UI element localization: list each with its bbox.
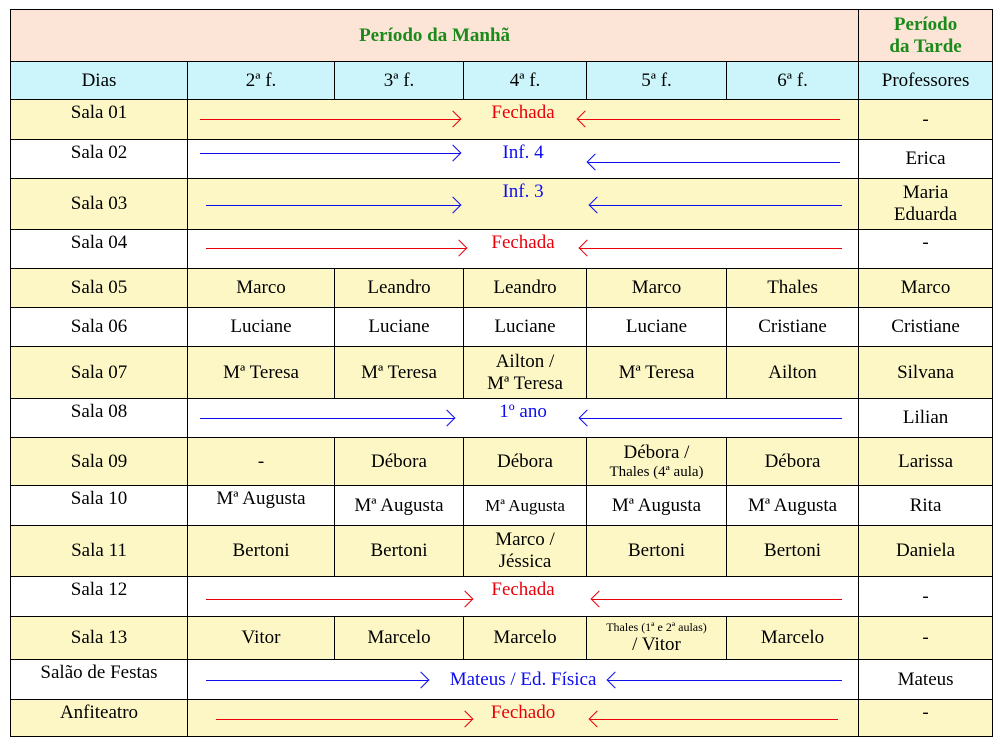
afternoon-teacher: - bbox=[859, 577, 993, 617]
room-name: Sala 02 bbox=[11, 140, 188, 179]
cell-line2: Thales (4ª aula) bbox=[609, 464, 704, 480]
span-label: 1º ano bbox=[499, 401, 547, 422]
table-row bbox=[11, 700, 993, 737]
cell-line2: Jéssica bbox=[498, 551, 552, 572]
day-cell-qua: Débora bbox=[464, 438, 587, 486]
room-name: Sala 04 bbox=[11, 230, 188, 269]
day-cell-qui: Mª Teresa bbox=[587, 347, 727, 399]
day-cell-seg: Bertoni bbox=[188, 526, 335, 577]
table-row bbox=[11, 308, 993, 347]
table-row bbox=[11, 269, 993, 308]
day-cell-qua: Marcelo bbox=[464, 617, 587, 660]
table-row bbox=[11, 526, 993, 577]
table-row bbox=[11, 399, 993, 438]
day-cell-sex: Ailton bbox=[727, 347, 859, 399]
afternoon-teacher: Silvana bbox=[859, 347, 993, 399]
afternoon-teacher: - bbox=[859, 100, 993, 140]
table-row bbox=[11, 230, 993, 269]
afternoon-teacher: Daniela bbox=[859, 526, 993, 577]
room-name: Sala 01 bbox=[11, 100, 188, 140]
afternoon-teacher: Mateus bbox=[859, 660, 993, 700]
afternoon-teacher: - bbox=[859, 230, 993, 269]
room-name: Sala 08 bbox=[11, 399, 188, 438]
day-cell-ter: Débora bbox=[335, 438, 464, 486]
table-row bbox=[11, 486, 993, 526]
span-cell-closed bbox=[188, 700, 859, 737]
column-header-professores: Professores bbox=[859, 62, 993, 100]
table-row bbox=[11, 179, 993, 230]
afternoon-teacher: - bbox=[859, 617, 993, 660]
span-label: Fechada bbox=[491, 102, 555, 123]
afternoon-teacher: - bbox=[859, 700, 993, 737]
afternoon-teacher: Cristiane bbox=[859, 308, 993, 347]
day-cell-qui: Luciane bbox=[587, 308, 727, 347]
table-row bbox=[11, 100, 993, 140]
table-row bbox=[11, 140, 993, 179]
span-label: Inf. 4 bbox=[502, 142, 544, 163]
header-row-columns bbox=[11, 62, 993, 100]
room-name: Sala 10 bbox=[11, 486, 188, 526]
afternoon-teacher: Lilian bbox=[859, 399, 993, 438]
room-name: Sala 07 bbox=[11, 347, 188, 399]
room-name: Sala 12 bbox=[11, 577, 188, 617]
day-cell-ter: Bertoni bbox=[335, 526, 464, 577]
teacher-line1: Maria bbox=[902, 182, 949, 203]
day-cell-qua bbox=[464, 347, 587, 399]
day-cell-qua: Luciane bbox=[464, 308, 587, 347]
span-cell-class bbox=[188, 660, 859, 700]
day-cell-sex: Thales bbox=[727, 269, 859, 308]
table-row bbox=[11, 438, 993, 486]
span-cell-class bbox=[188, 179, 859, 230]
day-cell-qui: Mª Augusta bbox=[587, 486, 727, 526]
day-cell-qui: Marco bbox=[587, 269, 727, 308]
cell-line1: Thales (1ª e 2ª aulas) bbox=[606, 620, 707, 634]
room-name: Salão de Festas bbox=[11, 660, 188, 700]
span-label: Fechada bbox=[491, 579, 555, 600]
day-cell-qui: Bertoni bbox=[587, 526, 727, 577]
room-name: Sala 05 bbox=[11, 269, 188, 308]
span-label: Inf. 3 bbox=[502, 181, 544, 202]
header-row-period bbox=[11, 10, 993, 62]
cell-line2: / Vitor bbox=[632, 634, 681, 655]
column-header-qui: 5ª f. bbox=[587, 62, 727, 100]
span-cell-closed bbox=[188, 100, 859, 140]
table-row bbox=[11, 660, 993, 700]
afternoon-teacher bbox=[859, 179, 993, 230]
room-name: Sala 03 bbox=[11, 179, 188, 230]
day-cell-sex: Mª Augusta bbox=[727, 486, 859, 526]
day-cell-ter: Mª Teresa bbox=[335, 347, 464, 399]
afternoon-teacher: Larissa bbox=[859, 438, 993, 486]
cell-line1: Ailton / bbox=[495, 350, 555, 372]
afternoon-teacher: Erica bbox=[859, 140, 993, 179]
span-cell-class bbox=[188, 140, 859, 179]
room-name: Sala 13 bbox=[11, 617, 188, 660]
teacher-line2: Eduarda bbox=[893, 204, 958, 225]
day-cell-seg: Marco bbox=[188, 269, 335, 308]
day-cell-sex: Bertoni bbox=[727, 526, 859, 577]
afternoon-title-line1: Período bbox=[893, 13, 958, 35]
column-header-qua: 4ª f. bbox=[464, 62, 587, 100]
span-cell-closed bbox=[188, 577, 859, 617]
afternoon-teacher: Marco bbox=[859, 269, 993, 308]
cell-line1: Marco / bbox=[495, 529, 555, 550]
column-header-sex: 6ª f. bbox=[727, 62, 859, 100]
span-label: Fechado bbox=[490, 702, 556, 723]
day-cell-qua: Leandro bbox=[464, 269, 587, 308]
cell-line2: Mª Teresa bbox=[487, 372, 563, 394]
day-cell-qui bbox=[587, 438, 727, 486]
afternoon-title-line2: da Tarde bbox=[889, 35, 962, 57]
day-cell-seg: Mª Augusta bbox=[188, 486, 335, 526]
day-cell-qui bbox=[587, 617, 727, 660]
room-name: Sala 06 bbox=[11, 308, 188, 347]
day-cell-seg: - bbox=[188, 438, 335, 486]
schedule-table bbox=[10, 9, 993, 737]
day-cell-seg: Luciane bbox=[188, 308, 335, 347]
day-cell-ter: Marcelo bbox=[335, 617, 464, 660]
cell-line1: Débora / bbox=[623, 442, 690, 463]
morning-period-title: Período da Manhã bbox=[11, 10, 859, 62]
day-cell-qua: Mª Augusta bbox=[464, 486, 587, 526]
span-cell-class bbox=[188, 399, 859, 438]
day-cell-sex: Débora bbox=[727, 438, 859, 486]
room-name: Sala 09 bbox=[11, 438, 188, 486]
day-cell-sex: Cristiane bbox=[727, 308, 859, 347]
column-header-ter: 3ª f. bbox=[335, 62, 464, 100]
day-cell-ter: Luciane bbox=[335, 308, 464, 347]
span-label: Fechada bbox=[491, 232, 555, 253]
day-cell-ter: Leandro bbox=[335, 269, 464, 308]
day-cell-qua bbox=[464, 526, 587, 577]
day-cell-sex: Marcelo bbox=[727, 617, 859, 660]
table-row bbox=[11, 347, 993, 399]
afternoon-period-title bbox=[859, 10, 993, 62]
column-header-dias: Dias bbox=[11, 62, 188, 100]
day-cell-seg: Vitor bbox=[188, 617, 335, 660]
table-row bbox=[11, 617, 993, 660]
day-cell-ter: Mª Augusta bbox=[335, 486, 464, 526]
day-cell-seg: Mª Teresa bbox=[188, 347, 335, 399]
room-name: Anfiteatro bbox=[11, 700, 188, 737]
span-label: Mateus / Ed. Física bbox=[449, 668, 597, 690]
column-header-seg: 2ª f. bbox=[188, 62, 335, 100]
room-name: Sala 11 bbox=[11, 526, 188, 577]
afternoon-teacher: Rita bbox=[859, 486, 993, 526]
span-cell-closed bbox=[188, 230, 859, 269]
table-row bbox=[11, 577, 993, 617]
